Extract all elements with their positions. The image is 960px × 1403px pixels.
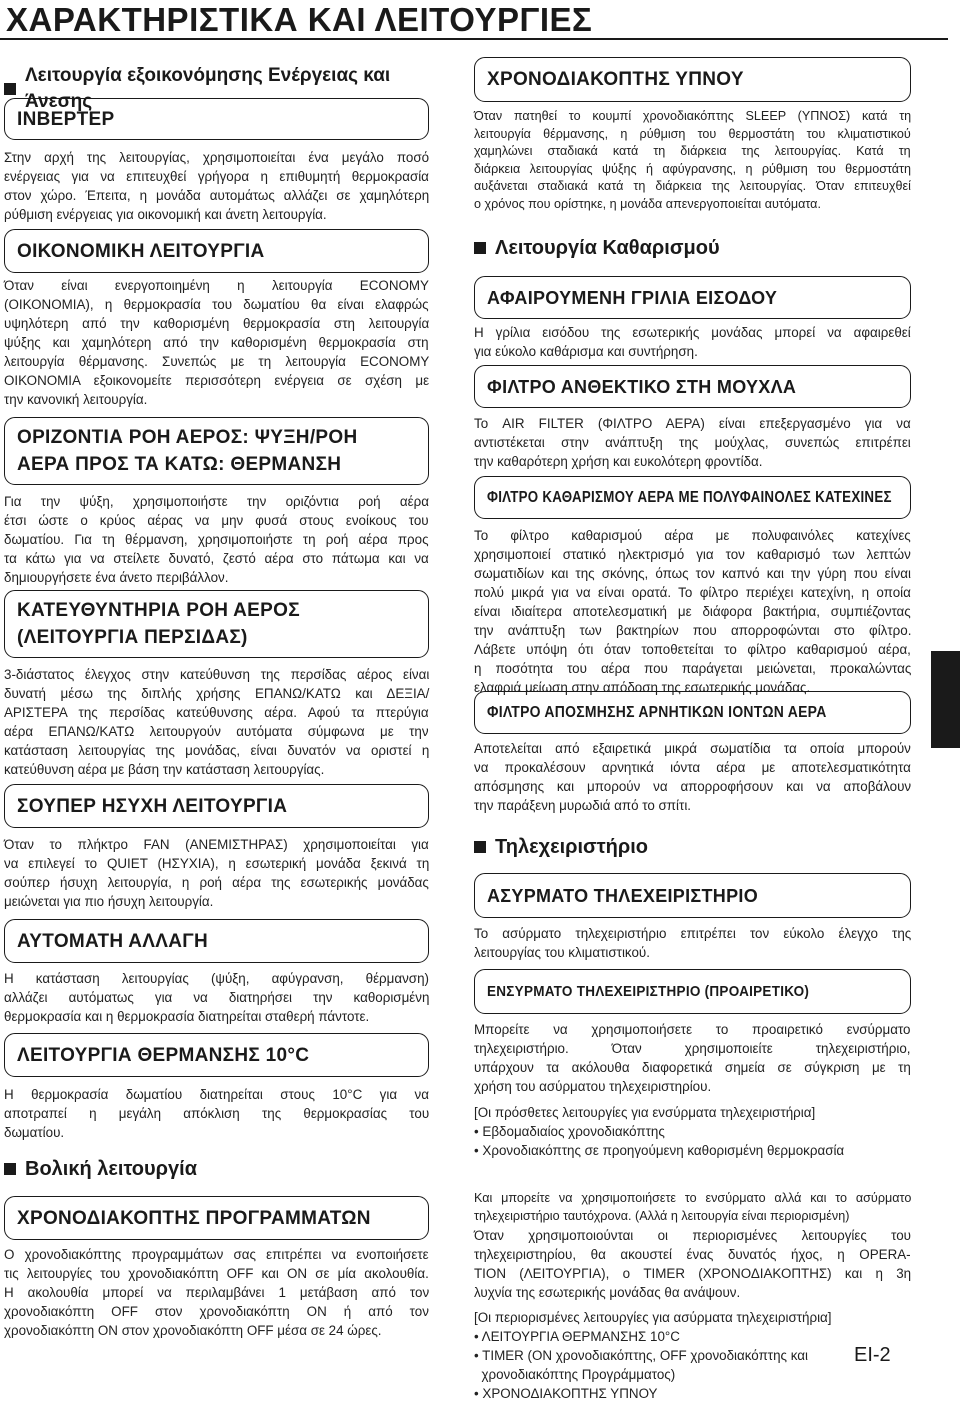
title-divider xyxy=(0,38,948,40)
economy-line: ΟΙΚΟΝΟΜΙΑ εξοικονομείτε περισσότερη ενέργεια σε σχέση με xyxy=(4,373,430,388)
directional-line: κατεύθυνση αέρα με βάση την κατάσταση λειτουργίας. xyxy=(4,762,325,777)
program-timer-title: ΧΡΟΝΟΔΙΑΚΟΠΤΗΣ ΠΡΟΓΡΑΜΜΑΤΩΝ xyxy=(17,1207,371,1229)
horizontal-line: έτσι ώστε ο κρύος αέρας να μην φυσά στους ενοίκους του xyxy=(4,513,429,528)
directional-line: δυνατή μέσω της διπλής χρήσης ΕΠΑΝΩ/ΚΑΤΩ και ΔΕΞΙΑ/ xyxy=(4,686,430,701)
polyphenol-line: η ποσότητα του αέρα που παράγεται μειώνεται, προκαλώντας xyxy=(474,661,912,676)
economy-line: ψύξης και χαμηλότερη από την καθορισμένη θερμοκρασία στη xyxy=(4,335,429,350)
removable-grille-text xyxy=(474,323,911,361)
page-title: ΧΑΡΑΚΤΗΡΙΣΤΙΚΑ ΚΑΙ ΛΕΙΤΟΥΡΓΙΕΣ xyxy=(6,1,593,38)
quiet-line: να επιλεγεί το QUIET (ΗΣΥΧΙΑ), η εσωτερική μονάδα ξεκινά τη xyxy=(4,856,430,871)
inverter-title: ΙΝΒΕΡΤΕΡ xyxy=(17,108,115,130)
limited-list-item: χρονοδιακόπτης Προγράμματος) xyxy=(474,1367,676,1382)
wired-list-header: [Οι πρόσθετες λειτουργίες για ενσύρματα τηλεχειριστήρια] xyxy=(474,1105,816,1120)
program-line: χρονοδιακόπτη OFF στον χρονοδιακόπτη ON ή από τον xyxy=(4,1304,429,1319)
program-timer-text xyxy=(4,1245,429,1340)
heating-10c-title: ΛΕΙΤΟΥΡΓΙΑ ΘΕΡΜΑΝΣΗΣ 10°C xyxy=(17,1044,310,1066)
wired-remote-text xyxy=(474,1020,911,1160)
polyphenol-line: ελαφριά μείωση στην απόδοση της εσωτερικής μονάδας. xyxy=(474,680,811,695)
mold-line: αντιστέκεται στην ανάπτυξη της μούχλας, συνεπώς επιτρέπει xyxy=(474,435,911,450)
directional-title-line2: (ΛΕΙΤΟΥΡΓΙΑ ΠΕΡΣΙΔΑΣ) xyxy=(17,627,248,648)
economy-line: Όταν είναι ενεργοποιημένη η λειτουργία ECONOMY xyxy=(4,278,429,293)
inverter-line: ενέργειας για να επιτευχθεί γρήγορα η επιθυμητή θερμοκρασία xyxy=(4,169,429,184)
super-quiet-title: ΣΟΥΠΕΡ ΗΣΥΧΗ ΛΕΙΤΟΥΡΓΙΑ xyxy=(17,795,288,817)
heating-10c-text xyxy=(4,1085,429,1142)
wireless-line: λειτουργίας του κλιματιστικού. xyxy=(474,945,650,960)
removable-grille-box xyxy=(474,276,911,319)
polyphenol-line: Λάβετε υπόψη ότι όταν τοποθετείται το φίλτρο καθαρισμού αέρα, xyxy=(474,642,911,657)
program-line: τις λειτουργίες του χρονοδιακόπτη OFF και ON σε μία ακολουθία. xyxy=(4,1266,429,1281)
section-convenience-label: Βολική λειτουργία xyxy=(25,1158,198,1180)
polyphenol-line: είναι ιδιαίτερα αποτελεσματική με διάφορα βακτήρια, συμπιέζοντας xyxy=(474,604,911,619)
wired-line: τηλεχειριστήριο. Όταν χρησιμοποιείτε τηλεχειριστήριο, xyxy=(474,1041,911,1056)
wired-remote-title: ΕΝΣΥΡΜΑΤΟ ΤΗΛΕΧΕΙΡΙΣΤΗΡΙΟ (ΠΡΟΑΙΡΕΤΙΚΟ) xyxy=(487,982,810,1000)
wired-line: χρήση του ασύρματου τηλεχειριστηρίου. xyxy=(474,1079,712,1094)
horizontal-title-line2: ΑΕΡΑ ΠΡΟΣ ΤΑ ΚΑΤΩ: ΘΕΡΜΑΝΣΗ xyxy=(17,454,342,475)
program-timer-box xyxy=(4,1196,429,1240)
mold-line: την καθαρότερη χρήση και ευκολότερη φροντίδα. xyxy=(474,454,763,469)
limited-list-item: • TIMER (ON χρονοδιακόπτης, OFF χρονοδιακόπτης και xyxy=(474,1348,808,1363)
horizontal-line: δημιουργήσετε ένα άνετο περιβάλλον. xyxy=(4,570,229,585)
horizontal-line: Για την ψύξη, χρησιμοποιήστε την οριζόντια ροή αέρα xyxy=(4,494,429,509)
mold-filter-title: ΦΙΛΤΡΟ ΑΝΘΕΚΤΙΚΟ ΣΤΗ ΜΟΥΧΛΑ xyxy=(487,376,797,397)
both-remotes-text xyxy=(474,1190,911,1225)
economy-line: (ΟΙΚΟΝΟΜΙΑ), η θερμοκρασία του δωματίου θα είναι ελαφρώς xyxy=(4,297,429,312)
super-quiet-text xyxy=(4,835,429,911)
auto-changeover-text xyxy=(4,969,429,1026)
section-remote-heading xyxy=(474,834,648,860)
polyphenol-line: σωματιδίων και της σκόνης, όπως τον καπνό και την γύρη που είναι xyxy=(474,566,911,581)
polyphenol-line: πολύ μικρά για να είναι ορατά. Το φίλτρο περιέχει κατεχίνη, η οποία xyxy=(474,585,911,600)
inverter-line: Στην αρχή της λειτουργίας, χρησιμοποιείται ένα μεγάλο ποσό xyxy=(4,150,430,165)
wireless-remote-text xyxy=(474,924,911,962)
directional-line: κατάσταση λειτουργίας της μονάδας, είναι δυνατόν να οριστεί η xyxy=(4,743,430,758)
quiet-line: Όταν το πλήκτρο FAN (ΑΝΕΜΙΣΤΗΡΑΣ) χρησιμοποιείται για xyxy=(4,837,429,852)
both-line: τηλεχειριστήριο ταυτόχρονα. (Αλλά η λειτουργία είναι περιορισμένη) xyxy=(474,1208,850,1223)
limited-line: τηλεχειριστηρίου, θα ακουστεί ένας δυνατός ήχος, η OPERA- xyxy=(474,1247,911,1262)
horizontal-text xyxy=(4,492,429,587)
directional-line: 3-διάστατος έλεγχος στην κατεύθυνση της περσίδας αέρος είναι xyxy=(4,667,430,682)
inverter-line: στον χώρο. Έπειτα, η μονάδα αυτομάτως αλλάζει σε χαμηλότερη xyxy=(4,188,430,203)
sleep-line: Όταν πατηθεί το κουμπί χρονοδιακόπτης SLEEP (ΥΠΝΟΣ) κατά τη xyxy=(474,109,912,123)
sleep-line: διάρκεια λειτουργίας ψύξης ή αφύγρανσης, η ρύθμιση του θερμοστάτη xyxy=(474,161,912,176)
section-cleaning-label: Λειτουργία Καθαρισμού xyxy=(495,237,720,259)
section-energy-label: Λειτουργία εξοικονόμησης Ενέργειας και Άνεσης xyxy=(25,65,391,112)
economy-text xyxy=(4,276,429,409)
page-number: EI-2 xyxy=(854,1344,891,1366)
ion-filter-title: ΦΙΛΤΡΟ ΑΠΟΣΜΗΣΗΣ ΑΡΝΗΤΙΚΩΝ ΙΟΝΤΩΝ ΑΕΡΑ xyxy=(487,703,827,721)
economy-box xyxy=(4,229,429,273)
economy-line: λειτουργία θέρμανσης. Συνεπώς με τη λειτουργία ECONOMY xyxy=(4,354,430,369)
auto-changeover-box xyxy=(4,919,429,963)
program-line: Η ακολουθία μπορεί να περιλαμβάνει 1 μετάβαση από τον xyxy=(4,1285,430,1300)
square-bullet-icon xyxy=(474,242,486,254)
polyphenol-filter-title: ΦΙΛΤΡΟ ΚΑΘΑΡΙΣΜΟΥ ΑΕΡΑ ΜΕ ΠΟΛΥΦΑΙΝΟΛΕΣ ΚΑΤΕΧΙΝΕΣ xyxy=(487,488,892,506)
polyphenol-filter-box xyxy=(474,476,911,519)
auto-line: αλλάζει αυτόματως για να διατηρήσει την καθορισμένη xyxy=(4,990,430,1005)
wired-list-item: • Εβδομαδιαίος χρονοδιακόπτης xyxy=(474,1124,665,1139)
square-bullet-icon xyxy=(474,841,486,853)
polyphenol-filter-text xyxy=(474,526,911,697)
wired-remote-box xyxy=(474,969,911,1014)
economy-title: ΟΙΚΟΝΟΜΙΚΗ ΛΕΙΤΟΥΡΓΙΑ xyxy=(17,240,265,262)
both-line: Και μπορείτε να χρησιμοποιήσετε το ενσύρματο αλλά και το ασύρματο xyxy=(474,1191,912,1205)
limited-list-item: • ΛΕΙΤΟΥΡΓΙΑ ΘΕΡΜΑΝΣΗΣ 10°C xyxy=(474,1329,680,1344)
section-remote-label: Τηλεχειριστήριο xyxy=(495,836,649,858)
heat10-line: Η θερμοκρασία δωματίου διατηρείται στους 10°C για να xyxy=(4,1087,429,1102)
directional-line: ΑΡΙΣΤΕΡΑ της περσίδας κατεύθυνσης αέρα. Αφού τα πτερύγια xyxy=(4,705,429,720)
heating-10c-box xyxy=(4,1033,429,1077)
sleep-line: χαμηλώνει σταδιακά κατά τη διάρκεια της λειτουργίας. Κατά τη xyxy=(474,144,911,159)
grille-line: για εύκολο καθάρισμα και συντήρηση. xyxy=(474,344,698,359)
ion-filter-box xyxy=(474,691,911,734)
sleep-line: λειτουργία θέρμανσης, η ρύθμιση του θερμοστάτη του κλιματιστικού xyxy=(474,126,911,141)
section-convenience-heading xyxy=(4,1156,197,1182)
ion-line: να προκαλέσουν αρνητικά ιόντα αέρα με αποτελεσματικότητα xyxy=(474,760,911,775)
wired-list-item: • Χρονοδιακόπτης σε προηγούμενη καθορισμένη θερμοκρασία xyxy=(474,1143,845,1158)
limited-line: TION (ΛΕΙΤΟΥΡΓΙΑ), ο TIMER (ΧΡΟΝΟΔΙΑΚΟΠΤΗΣ) και η 3η xyxy=(474,1266,912,1281)
wireless-line: Το ασύρματο τηλεχειριστήριο επιτρέπει τον εύκολο έλεγχο της xyxy=(474,926,912,941)
mold-filter-text xyxy=(474,414,911,471)
heat10-line: δωματίου. xyxy=(4,1125,65,1140)
sleep-timer-title: ΧΡΟΝΟΔΙΑΚΟΠΤΗΣ ΥΠΝΟΥ xyxy=(487,69,744,90)
ion-line: την παράξενη μυρωδιά από το σπίτι. xyxy=(474,798,692,813)
directional-title-line1: ΚΑΤΕΥΘΥΝΤΗΡΙΑ ΡΟΗ ΑΕΡΟΣ xyxy=(17,600,300,621)
section-tab-marker xyxy=(931,651,960,748)
heat10-line: αποτραπεί η μεγάλη απόκλιση της θερμοκρασίας του xyxy=(4,1106,430,1121)
wireless-remote-box xyxy=(474,873,911,918)
quiet-line: μειώνεται για πιο ήσυχη λειτουργία. xyxy=(4,894,214,909)
directional-text xyxy=(4,665,429,779)
sleep-line: αυξάνεται σταδιακά κατά τη διάρκεια της λειτουργίας. Όταν επιτευχθεί xyxy=(474,179,911,194)
removable-grille-title: ΑΦΑΙΡΟΥΜΕΝΗ ΓΡΙΛΙΑ ΕΙΣΟΔΟΥ xyxy=(487,287,778,308)
mold-line: Το AIR FILTER (ΦΙΛΤΡΟ ΑΕΡΑ) είναι επεξεργασμένο για να xyxy=(474,416,911,431)
mold-filter-box xyxy=(474,365,911,408)
inverter-box xyxy=(4,98,429,140)
limited-functions-text xyxy=(474,1226,911,1403)
grille-line: Η γρίλια εισόδου της εσωτερικής μονάδας μπορεί να αφαιρεθεί xyxy=(474,325,911,340)
section-cleaning-heading xyxy=(474,235,720,261)
auto-line: Η κατάσταση λειτουργίας (ψύξη, αφύγρανση, θέρμανση) xyxy=(4,971,429,986)
super-quiet-box xyxy=(4,784,429,828)
wired-line: Μπορείτε να χρησιμοποιήσετε το προαιρετικό ενσύρματο xyxy=(474,1022,911,1037)
sleep-line: ο χρόνος που ορίστηκε, η μονάδα απενεργοποιείται αυτόματα. xyxy=(474,196,821,211)
limited-line: λυχνία της εσωτερικής μονάδας θα ανάψουν. xyxy=(474,1285,741,1300)
quiet-line: σούπερ ήσυχη λειτουργία, η ροή αέρα της εσωτερικής μονάδας xyxy=(4,875,429,890)
economy-line: την κανονική λειτουργία. xyxy=(4,392,148,407)
sleep-timer-text xyxy=(474,108,911,214)
auto-line: θερμοκρασία και η θερμοκρασία διατηρείται σταθερή πάντοτε. xyxy=(4,1009,370,1024)
polyphenol-line: Το φίλτρο καθαρισμού αέρα με πολυφαινόλες κατεχίνες xyxy=(474,528,911,543)
wireless-remote-title: ΑΣΥΡΜΑΤΟ ΤΗΛΕΧΕΙΡΙΣΤΗΡΙΟ xyxy=(487,885,759,906)
inverter-text xyxy=(4,148,429,224)
ion-filter-text xyxy=(474,739,911,815)
square-bullet-icon xyxy=(4,1163,16,1175)
program-line: Ο χρονοδιακόπτης προγραμμάτων σας επιτρέπει να ενοποιήσετε xyxy=(4,1247,429,1262)
sleep-timer-box xyxy=(474,57,911,102)
horizontal-airflow-box xyxy=(4,417,429,485)
limited-list-header: [Οι περιορισμένες λειτουργίες για ασύρματα τηλεχειριστήρια] xyxy=(474,1310,832,1325)
horizontal-title-line1: ΟΡΙΖΟΝΤΙΑ ΡΟΗ ΑΕΡΟΣ: ΨΥΞΗ/ΡΟΗ xyxy=(17,427,358,448)
limited-line: Όταν χρησιμοποιούνται οι περιορισμένες λειτουργίες του xyxy=(474,1228,911,1243)
program-line: χρονοδιακόπτη ON στον χρονοδιακόπτη OFF μέσα σε 24 ώρες. xyxy=(4,1323,382,1338)
square-bullet-icon xyxy=(4,83,16,95)
ion-line: Αποτελείται από εξαιρετικά μικρά σωματίδια τα οποία μπορούν xyxy=(474,741,911,756)
horizontal-line: δωματίου. Για τη θέρμανση, χρησιμοποιήστε τη ροή αέρα προς xyxy=(4,532,429,547)
horizontal-line: τα κάτω για να στείλετε δυνατό, ζεστό αέρα στο πάτωμα και να xyxy=(4,551,429,566)
economy-line: υψηλότερη από την καθορισμένη θερμοκρασία στη λειτουργία xyxy=(4,316,430,331)
wired-line: υπάρχουν τα ακόλουθα διαφορετικά σημεία σε σύγκριση με τη xyxy=(474,1060,911,1075)
directional-airflow-box xyxy=(4,590,429,658)
polyphenol-line: χρησιμοποιεί στατικό ηλεκτρισμό για τον καθαρισμό των λεπτών xyxy=(474,547,911,562)
ion-line: απόσμησης και μπορούν να απορροφήσουν και να αποβάλουν xyxy=(474,779,912,794)
directional-line: αέρα ΕΠΑΝΩ/ΚΑΤΩ λειτουργούν αυτόματα σύμφωνα με την xyxy=(4,724,429,739)
inverter-line: ρύθμιση ενέργειας για οικονομική και άνετη λειτουργία. xyxy=(4,207,327,222)
limited-list-item: • ΧΡΟΝΟΔΙΑΚΟΠΤΗΣ ΥΠΝΟΥ xyxy=(474,1386,658,1401)
auto-changeover-title: ΑΥΤΟΜΑΤΗ ΑΛΛΑΓΗ xyxy=(17,930,209,952)
polyphenol-line: την ανάπτυξη των βακτηρίων που απορροφώνται στο φίλτρο. xyxy=(474,623,912,638)
